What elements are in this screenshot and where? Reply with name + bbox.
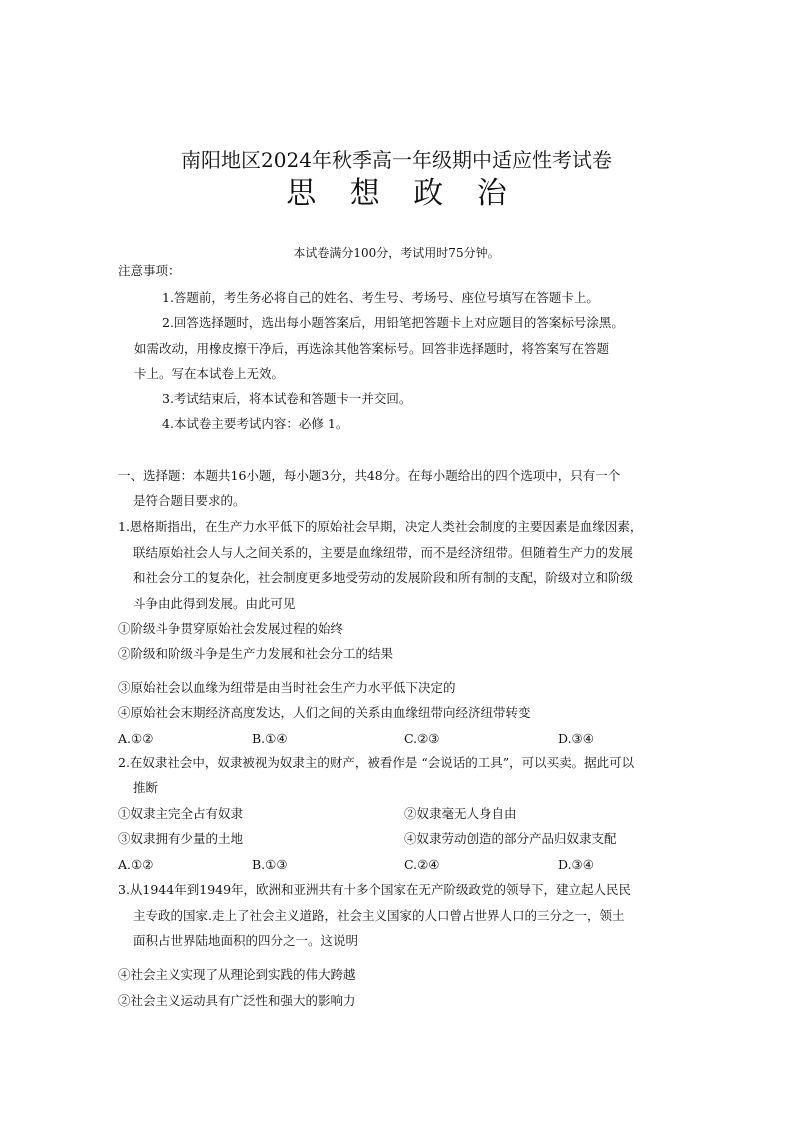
note-item-2: 2.回答选择题时，选出每小题答案后，用铅笔把答题卡上对应题目的答案标号涂黑。 [162, 315, 624, 330]
q2-option-a: A.①② [118, 857, 154, 872]
q1-option-a: A.①② [118, 731, 154, 746]
q1-stem-cont: 斗争由此得到发展。由此可见 [133, 596, 296, 611]
q1-statement-1: ①阶级斗争贯穿原始社会发展过程的始终 [118, 621, 344, 636]
q3-statement-1: ④社会主义实现了从理论到实践的伟大跨越 [118, 967, 356, 982]
section-heading-cont: 是符合题目要求的。 [133, 493, 246, 508]
q1-option-b: B.①④ [252, 731, 288, 746]
q2-statement-1: ①奴隶主完全占有奴隶 [118, 806, 244, 821]
q1-statement-4: ④原始社会末期经济高度发达，人们之间的关系由血缘纽带向经济纽带转变 [118, 705, 531, 720]
q3-statement-2: ②社会主义运动具有广泛性和强大的影响力 [118, 993, 356, 1008]
q2-stem-cont: 推断 [133, 780, 159, 795]
note-item-1: 1.答题前，考生务必将自己的姓名、考生号、考场号、座位号填写在答题卡上。 [162, 290, 599, 305]
q2-statement-4: ④奴隶劳动创造的部分产品归奴隶支配 [404, 831, 617, 846]
q1-option-c: C.②③ [404, 731, 440, 746]
exam-info: 本试卷满分100分，考试用时75分钟。 [293, 246, 500, 260]
q2-stem: 2.在奴隶社会中，奴隶被视为奴隶主的财产，被看作是 “会说话的工具”，可以买卖。据此可以 [118, 755, 635, 770]
q3-stem-cont: 面积占世界陆地面积的四分之一。这说明 [133, 933, 359, 948]
q2-statement-3: ③奴隶拥有少量的土地 [118, 831, 244, 846]
q1-statement-2: ②阶级和阶级斗争是生产力发展和社会分工的结果 [118, 646, 394, 661]
note-item-2-cont: 如需改动，用橡皮擦干净后，再选涂其他答案标号。回答非选择题时，将答案写在答题 [134, 341, 610, 356]
q1-stem: 1.恩格斯指出，在生产力水平低下的原始社会早期，决定人类社会制度的主要因素是血缘因素， [118, 519, 643, 534]
q3-stem-cont: 主专政的国家.走上了社会主义道路，社会主义国家的人口曾占世界人口的三分之一，领土 [133, 908, 625, 923]
section-heading: 一、选择题：本题共16小题，每小题3分，共48分。在每小题给出的四个选项中，只有一个 [118, 468, 621, 483]
q1-statement-3: ③原始社会以血缘为纽带是由当时社会生产力水平低下决定的 [118, 680, 456, 695]
note-item-3: 3.考试结束后，将本试卷和答题卡一并交回。 [162, 391, 412, 406]
q2-option-b: B.①③ [252, 857, 288, 872]
q1-stem-cont: 联结原始社会人与人之间关系的，主要是血缘纽带，而不是经济纽带。但随着生产力的发展 [133, 545, 634, 560]
q2-statement-2: ②奴隶毫无人身自由 [404, 806, 517, 821]
exam-title: 南阳地区2024年秋季高一年级期中适应性考试卷 [181, 148, 612, 172]
q2-option-d: D.③④ [558, 857, 594, 872]
notes-heading: 注意事项： [118, 263, 181, 278]
subject-title: 思 想 政 治 [286, 176, 519, 211]
q1-option-d: D.③④ [558, 731, 594, 746]
note-item-2-cont2: 卡上。写在本试卷上无效。 [134, 366, 285, 381]
q1-stem-cont: 和社会分工的复杂化，社会制度更多地受劳动的发展阶段和所有制的支配，阶级对立和阶级 [133, 570, 634, 585]
q3-stem: 3.从1944年到1949年，欧洲和亚洲共有十多个国家在无产阶级政党的领导下，建立起人民民 [118, 882, 632, 897]
note-item-4: 4.本试卷主要考试内容：必修 1。 [162, 416, 349, 431]
q2-option-c: C.②④ [404, 857, 440, 872]
